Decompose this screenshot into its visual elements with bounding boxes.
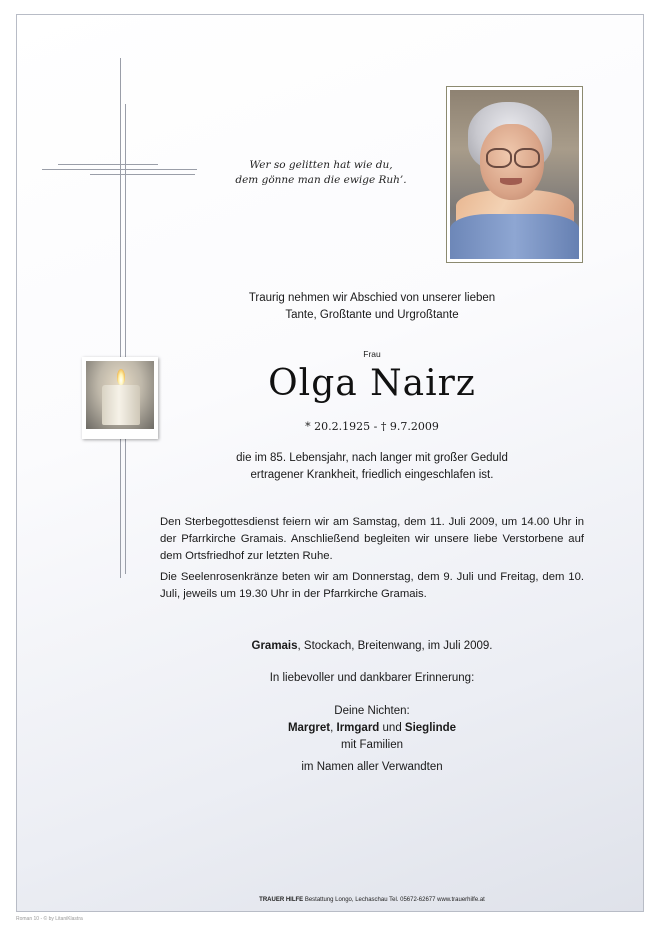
candle-image	[82, 357, 158, 439]
mourner-sep-2: und	[379, 722, 405, 734]
illness-line-2: ertragener Krankheit, friedlich eingeschlafen ist.	[250, 469, 494, 481]
cross-vertical-line	[120, 58, 121, 578]
candle-icon	[102, 385, 140, 425]
portrait-mouth	[500, 178, 522, 185]
cross-horizontal-line-2	[58, 164, 158, 165]
portrait-frame	[446, 86, 583, 263]
motto-line-2: dem gönne man die ewige Ruh’.	[235, 174, 407, 186]
mourners-names	[160, 720, 584, 737]
portrait-photo	[450, 90, 579, 259]
motto-line-1: Wer so gelitten hat wie du,	[249, 159, 393, 171]
mourner-name-3: Sieglinde	[404, 722, 457, 734]
mourners-relatives: im Namen aller Verwandten	[301, 761, 443, 773]
illness-text	[160, 450, 584, 484]
flame-icon	[117, 369, 125, 385]
portrait-clothing	[450, 214, 579, 259]
life-dates: * 20.2.1925 - † 9.7.2009	[305, 420, 439, 433]
deceased-name: Olga Nairz	[268, 363, 476, 404]
illness-line-1: die im 85. Lebensjahr, nach langer mit großer Geduld	[236, 452, 508, 464]
template-credit: Roman 10 - © by LitaniKlastra	[16, 916, 83, 922]
place-date	[160, 638, 584, 655]
funeral-home-footer	[160, 897, 584, 903]
intro-line-1: Traurig nehmen wir Abschied von unserer lieben	[248, 292, 496, 304]
cross-horizontal-line-3	[90, 174, 195, 175]
memory-text: In liebevoller und dankbarer Erinnerung:	[269, 672, 475, 684]
footer-brand: TRAUER HILFE	[259, 897, 304, 903]
mourners-label: Deine Nichten:	[334, 705, 410, 717]
funeral-service-text: Den Sterbegottesdienst feiern wir am Samstag, dem 11. Juli 2009, um 14.00 Uhr in der Pfarrkirche Gramais. Anschließend begleiten wir unsere liebe Verstorbene auf dem Ortsfriedhof zur letzten Ruhe.	[160, 516, 584, 562]
mourner-name-1: Margret	[287, 722, 331, 734]
mourners-families: mit Familien	[341, 739, 403, 751]
rosary-text: Die Seelenrosenkränze beten wir am Donnerstag, dem 9. Juli und Freitag, dem 10. Juli, jeweils um 19.30 Uhr in der Pfarrkirche Gramais.	[160, 571, 584, 600]
portrait-glasses-right	[514, 148, 540, 168]
salutation: Frau	[363, 349, 381, 359]
cross-horizontal-line	[42, 169, 197, 170]
portrait-glasses-left	[486, 148, 512, 168]
motto	[216, 158, 426, 188]
intro-line-2: Tante, Großtante und Urgroßtante	[285, 309, 459, 321]
candle-photo	[86, 361, 154, 429]
footer-text: Bestattung Longo, Lechaschau Tel. 05672-62677 www.trauerhilfe.at	[303, 897, 485, 903]
place-town: Gramais	[251, 640, 298, 652]
mourner-sep-1: ,	[330, 722, 337, 734]
place-rest: , Stockach, Breitenwang, im Juli 2009.	[297, 640, 493, 652]
mourner-name-2: Irmgard	[336, 722, 380, 734]
intro-text	[160, 290, 584, 324]
